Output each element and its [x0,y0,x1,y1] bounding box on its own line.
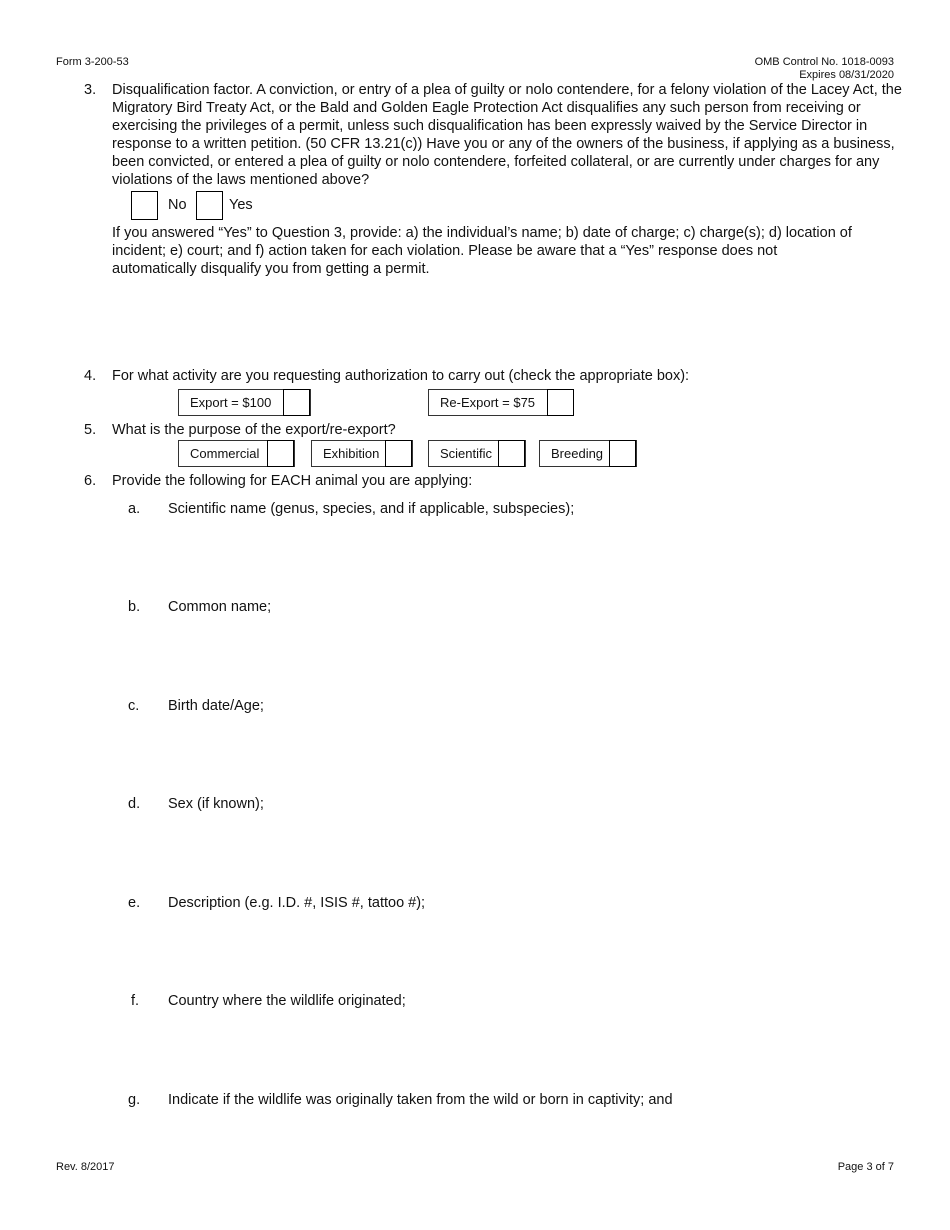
purpose-exhibition-label: Exhibition [323,446,380,461]
q6-item-b-letter: b. [128,599,141,615]
q6-item-b-text: Common name; [168,599,272,615]
q5-number: 5. [84,422,97,438]
q4-number: 4. [84,368,97,384]
q4-text: For what activity are you requesting authorization to carry out (check the appropriate box): [112,368,690,384]
q6-item-d-letter: d. [128,796,141,812]
reexport-option[interactable] [428,389,574,416]
purpose-breeding-option[interactable] [539,440,637,467]
q6-item-f-letter: f. [131,993,140,1009]
q6-item-e-text: Description (e.g. I.D. #, ISIS #, tattoo #); [168,895,426,911]
purpose-exhibition-checkbox[interactable] [385,440,412,467]
purpose-commercial-checkbox[interactable] [267,440,294,467]
reexport-label: Re-Export = $75 [440,395,536,410]
export-label: Export = $100 [190,395,272,410]
q5-text: What is the purpose of the export/re-export? [112,422,396,438]
q6-number: 6. [84,473,97,489]
q3-no-label: No [168,197,187,213]
q6-item-a-text: Scientific name (genus, species, and if applicable, subspecies); [168,501,575,517]
purpose-exhibition-option[interactable] [311,440,413,467]
q6-item-g-letter: g. [128,1092,141,1108]
page-number: Page 3 of 7 [837,1161,894,1173]
purpose-breeding-checkbox[interactable] [609,440,636,467]
purpose-scientific-checkbox[interactable] [498,440,525,467]
form-number: Form 3-200-53 [56,56,129,68]
q3-no-checkbox[interactable] [131,191,158,220]
purpose-scientific-option[interactable] [428,440,526,467]
q6-item-g-text: Indicate if the wildlife was originally taken from the wild or born in captivity; and [168,1092,673,1108]
export-checkbox[interactable] [283,389,310,416]
purpose-scientific-label: Scientific [440,446,493,461]
export-option[interactable] [178,389,311,416]
q6-item-c-letter: c. [128,698,140,714]
purpose-commercial-label: Commercial [190,446,260,461]
expiration-date: Expires 08/31/2020 [799,69,894,81]
q3-text: Disqualification factor. A conviction, or entry of a plea of guilty or nolo contendere, for a felony violation of the Lacey Act, the Migratory Bird Treaty Act, or the Bald and Golden Eagle Protection Act disqualifies any such person from receiving or exercising the privileges of a permit, unless such disqualification has been expressly waived by the Service Director in response to a written petition. (50 CFR 13.21(c)) Have you or any of the owners of the business, if applying as a business, been convicted, or entered a plea of guilty or nolo contendere, forfeited collateral, or are currently under charges for any violations of the laws mentioned above? [112,82,902,188]
q3-yes-label: Yes [229,197,253,213]
q3-followup-text: If you answered “Yes” to Question 3, provide: a) the individual’s name; b) date of charge; c) charge(s); d) location of incident; e) court; and f) action taken for each violation. Please be aware that a “Yes” response does not automatically disqualify you from getting a permit. [112,225,852,277]
q6-item-e-letter: e. [128,895,141,911]
q6-text: Provide the following for EACH animal you are applying: [112,473,473,489]
q3-yes-checkbox[interactable] [196,191,223,220]
omb-control-number: OMB Control No. 1018-0093 [754,56,894,68]
q6-item-d-text: Sex (if known); [168,796,264,812]
purpose-commercial-option[interactable] [178,440,295,467]
q6-item-f-text: Country where the wildlife originated; [168,993,406,1009]
reexport-checkbox[interactable] [547,389,574,416]
purpose-breeding-label: Breeding [551,446,604,461]
q6-item-c-text: Birth date/Age; [168,698,264,714]
q6-item-a-letter: a. [128,501,141,517]
revision-date: Rev. 8/2017 [56,1161,115,1173]
q3-number: 3. [84,82,97,98]
